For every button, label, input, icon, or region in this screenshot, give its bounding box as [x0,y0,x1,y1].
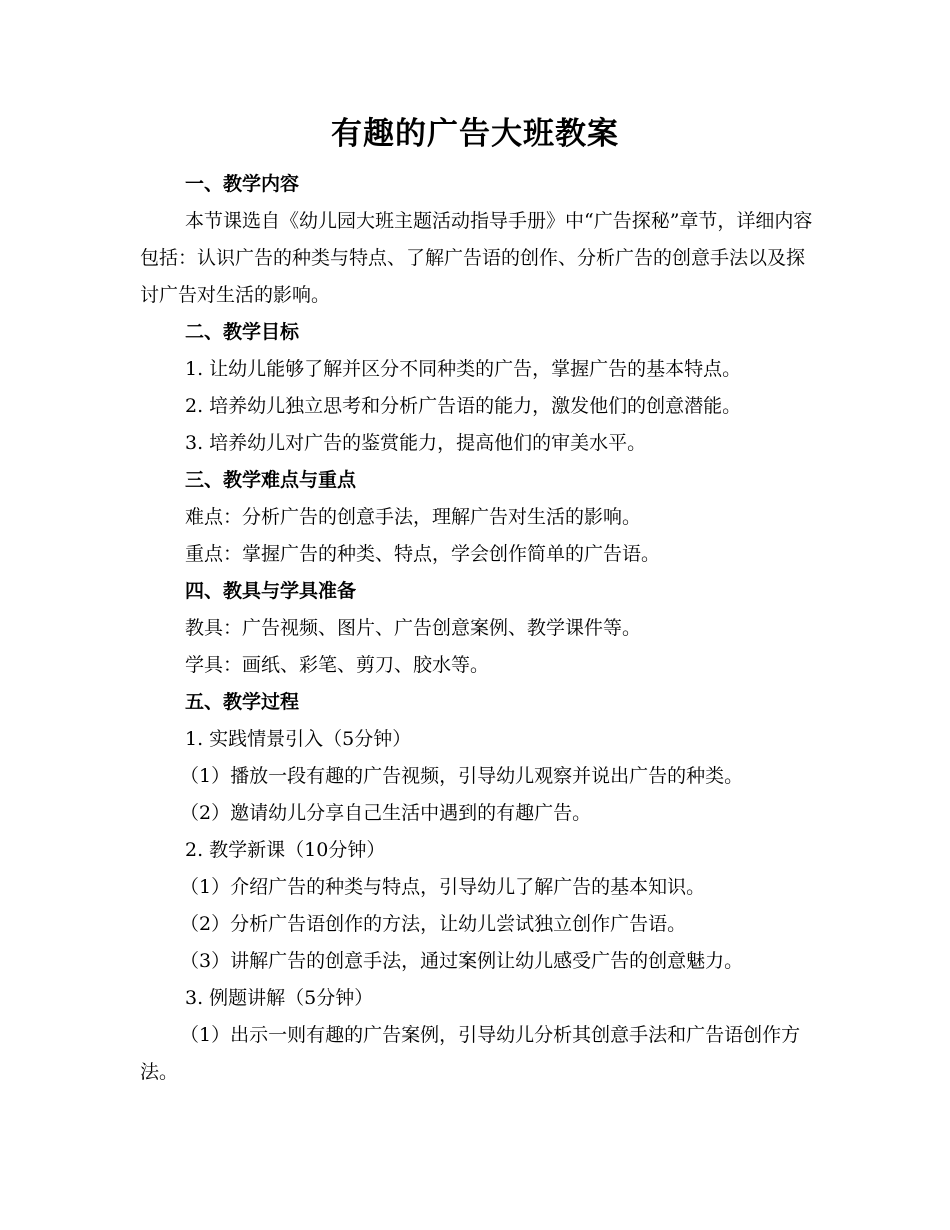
process-step-item: （1）播放一段有趣的广告视频，引导幼儿观察并说出广告的种类。 [180,765,744,787]
process-step-item: （1）出示一则有趣的广告案例，引导幼儿分析其创意手法和广告语创作方法。 [140,1024,801,1083]
process-step-item: （2）邀请幼儿分享自己生活中遇到的有趣广告。 [180,802,592,824]
document-body [140,166,820,1091]
process-step-label: 2. 教学新课（10分钟） [185,839,386,861]
section-heading-process: 五、教学过程 [185,691,300,713]
section-heading-content: 一、教学内容 [185,173,300,195]
section-heading-goals: 二、教学目标 [185,321,300,343]
difficulty-text: 难点：分析广告的创意手法，理解广告对生活的影响。 [185,506,642,528]
student-materials: 学具：画纸、彩笔、剪刀、胶水等。 [185,654,490,676]
section-heading-keypoints: 三、教学难点与重点 [185,469,357,491]
process-step-item: （1）介绍广告的种类与特点，引导幼儿了解广告的基本知识。 [180,876,706,898]
process-step-item: （2）分析广告语创作的方法，让幼儿尝试独立创作广告语。 [180,913,687,935]
goal-item: 3. 培养幼儿对广告的鉴赏能力，提高他们的审美水平。 [185,432,647,454]
content-paragraph: 本节课选自《幼儿园大班主题活动指导手册》中“广告探秘”章节，详细内容包括：认识广告的种类与特点、了解广告语的创作、分析广告的创意手法以及探讨广告对生活的影响。 [140,210,813,306]
document-title: 有趣的广告大班教案 [331,116,619,152]
teacher-materials: 教具：广告视频、图片、广告创意案例、教学课件等。 [185,617,642,639]
section-heading-materials: 四、教具与学具准备 [185,580,357,602]
process-step-label: 3. 例题讲解（5分钟） [185,987,374,1009]
focus-text: 重点：掌握广告的种类、特点，学会创作简单的广告语。 [185,543,661,565]
process-step-label: 1. 实践情景引入（5分钟） [185,728,412,750]
goal-item: 1. 让幼儿能够了解并区分不同种类的广告，掌握广告的基本特点。 [185,358,742,380]
goal-item: 2. 培养幼儿独立思考和分析广告语的能力，激发他们的创意潜能。 [185,395,742,417]
process-step-item: （3）讲解广告的创意手法，通过案例让幼儿感受广告的创意魅力。 [180,950,744,972]
